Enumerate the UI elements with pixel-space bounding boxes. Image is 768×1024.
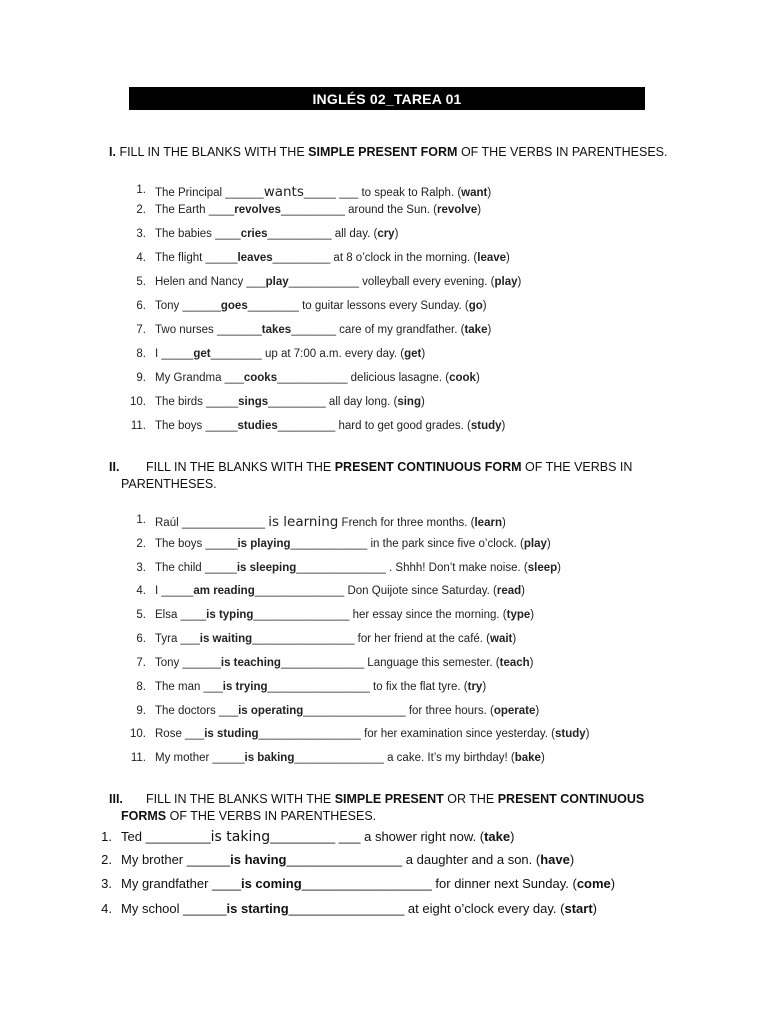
item-text-after: ________________ a daughter and a son. ( [286, 852, 541, 867]
item-text-before: Rose ___ [155, 728, 205, 740]
exercise-item [130, 420, 506, 432]
item-answer: wants [263, 184, 304, 200]
section-2-instruction [109, 459, 632, 476]
item-number: 7. [136, 324, 146, 336]
exercise-item [136, 252, 510, 264]
item-text-after: ______________ a cake. It’s my birthday! ( [294, 752, 515, 764]
item-text-before: The flight _____ [155, 252, 238, 264]
item-number: 9. [136, 705, 146, 717]
item-verb: sing [397, 396, 421, 408]
item-answer: is waiting [199, 633, 253, 645]
item-text-after: _________ at 8 o’clock in the morning. ( [272, 252, 478, 264]
item-close: ) [512, 633, 517, 645]
item-verb: take [484, 829, 511, 844]
item-text-after: ________ up at 7:00 a.m. every day. ( [210, 348, 405, 360]
item-text-before: Helen and Nancy ___ [155, 276, 266, 288]
exercise-item [136, 348, 426, 360]
item-close: ) [529, 657, 534, 669]
item-text-after: __________________ for dinner next Sunday. ( [301, 876, 577, 891]
exercise-item [136, 538, 551, 550]
worksheet-title: INGLÉS 02_TAREA 01 [129, 87, 645, 110]
item-answer: is baking [244, 752, 295, 764]
item-verb: type [506, 609, 531, 621]
item-answer: get [193, 348, 211, 360]
item-close: ) [610, 876, 616, 891]
item-number: 8. [136, 348, 146, 360]
exercise-item [136, 705, 540, 717]
item-verb: take [464, 324, 488, 336]
item-verb: operate [493, 705, 536, 717]
section-1-pre: FILL IN THE BLANKS WITH THE [119, 145, 309, 159]
item-answer: is coming [240, 876, 302, 891]
item-text-after: _____________ Language this semester. ( [280, 657, 500, 669]
item-answer: sings [238, 396, 269, 408]
item-text-before: The boys _____ [155, 420, 238, 432]
item-verb: study [470, 420, 502, 432]
item-verb: study [554, 728, 586, 740]
exercise-item [101, 901, 598, 916]
item-close: ) [501, 420, 506, 432]
item-answer: cooks [243, 372, 278, 384]
exercise-item [136, 276, 522, 288]
item-verb: try [467, 681, 483, 693]
exercise-item [101, 876, 616, 891]
exercise-item [136, 633, 517, 645]
item-answer: is playing [237, 538, 291, 550]
item-text-before: My Grandma ___ [155, 372, 244, 384]
item-number: 5. [136, 609, 146, 621]
item-verb: revolve [437, 204, 478, 216]
item-verb: read [496, 585, 522, 597]
section-1-instruction [109, 144, 667, 161]
item-answer: cries [240, 228, 268, 240]
item-number: 6. [136, 633, 146, 645]
item-number: 9. [136, 372, 146, 384]
section-3-instruction-line2 [121, 808, 376, 825]
item-text-after: ________________ for three hours. ( [303, 705, 494, 717]
item-number: 11. [130, 420, 146, 432]
item-text-before: Elsa ____ [155, 609, 207, 621]
item-text-before: The Principal ______ [155, 187, 264, 199]
item-close: ) [569, 852, 575, 867]
section-3-mid: OR THE [443, 792, 498, 806]
exercise-item [136, 562, 561, 574]
item-number: 5. [136, 276, 146, 288]
item-answer: takes [261, 324, 292, 336]
item-verb: play [523, 538, 547, 550]
item-answer: is sleeping [236, 562, 297, 574]
item-close: ) [585, 728, 590, 740]
item-verb: get [404, 348, 422, 360]
item-close: ) [592, 901, 598, 916]
exercise-item [136, 372, 480, 384]
item-text-after: _________ hard to get good grades. ( [277, 420, 471, 432]
item-text-before: The man ___ [155, 681, 223, 693]
exercise-item [136, 681, 487, 693]
item-close: ) [521, 585, 525, 597]
item-text-before: Tyra ___ [155, 633, 200, 645]
item-text-after: __________ all day. ( [267, 228, 378, 240]
exercise-item [136, 228, 399, 240]
item-verb: wait [490, 633, 513, 645]
item-verb: teach [499, 657, 530, 669]
item-number: 4. [101, 901, 112, 916]
item-verb: bake [514, 752, 541, 764]
item-close: ) [420, 396, 425, 408]
exercise-item [136, 184, 492, 200]
item-close: ) [557, 562, 561, 574]
item-number: 1. [136, 184, 146, 196]
item-answer: revolves [234, 204, 281, 216]
item-number: 1. [136, 514, 146, 526]
item-text-before: The birds _____ [155, 396, 239, 408]
item-number: 4. [136, 585, 146, 597]
item-close: ) [477, 204, 482, 216]
item-number: 2. [136, 204, 146, 216]
item-verb: come [576, 876, 611, 891]
section-1-post: OF THE VERBS IN PARENTHESES. [457, 145, 668, 159]
item-answer: leaves [237, 252, 273, 264]
item-text-after: _____ ___ to speak to Ralph. ( [303, 187, 462, 199]
item-answer: studies [237, 420, 278, 432]
exercise-item [130, 752, 545, 764]
section-2-post: OF THE VERBS IN [521, 460, 633, 474]
item-answer: is operating [238, 705, 304, 717]
section-1-numeral: I. [109, 145, 116, 159]
item-answer: is trying [222, 681, 268, 693]
item-verb: cook [449, 372, 476, 384]
exercise-item [136, 585, 525, 597]
item-text-before: Raúl _____________ [155, 517, 269, 529]
item-close: ) [482, 300, 487, 312]
item-text-before: My school ______ [121, 901, 227, 916]
item-answer: is teaching [220, 657, 281, 669]
item-number: 1. [101, 829, 112, 844]
item-text-after: ____________ in the park since five o’clock. ( [290, 538, 524, 550]
item-number: 4. [136, 252, 146, 264]
section-1-bold: SIMPLE PRESENT FORM [308, 145, 458, 159]
item-answer: is starting [226, 901, 289, 916]
item-text-before: The Earth ____ [155, 204, 235, 216]
item-number: 7. [136, 657, 146, 669]
section-2-bold: PRESENT CONTINUOUS FORM [334, 460, 522, 474]
item-text-after: ________________ to fix the flat tyre. ( [267, 681, 468, 693]
item-number: 11. [130, 752, 146, 764]
item-text-after: _______ care of my grandfather. ( [291, 324, 465, 336]
item-verb: leave [477, 252, 507, 264]
item-close: ) [506, 252, 510, 264]
item-text-after: ______________ Don Quijote since Saturday. ( [254, 585, 497, 597]
exercise-item [101, 852, 575, 867]
item-answer: am reading [193, 585, 255, 597]
item-close: ) [487, 187, 492, 199]
item-number: 2. [101, 852, 112, 867]
item-text-before: The doctors ___ [155, 705, 239, 717]
item-number: 3. [136, 228, 146, 240]
item-text-after: __________ around the Sun. ( [280, 204, 437, 216]
item-answer: is taking [210, 829, 271, 845]
item-text-after: _________ ___ a shower right now. ( [270, 829, 485, 844]
section-2-numeral: II. [109, 460, 120, 474]
exercise-item [130, 728, 590, 740]
item-verb: start [564, 901, 593, 916]
item-text-after: ___________ delicious lasagne. ( [277, 372, 450, 384]
item-close: ) [540, 752, 545, 764]
item-answer: is typing [206, 609, 254, 621]
item-text-before: The boys _____ [155, 538, 238, 550]
item-close: ) [517, 276, 522, 288]
item-text-before: My grandfather ____ [121, 876, 241, 891]
item-number: 3. [136, 562, 146, 574]
item-text-after: ________________ for her examination since yesterday. ( [258, 728, 555, 740]
item-close: ) [501, 517, 506, 529]
exercise-item [136, 609, 535, 621]
section-3-bold-1: SIMPLE PRESENT [334, 792, 444, 806]
item-verb: play [494, 276, 518, 288]
item-text-before: Two nurses _______ [155, 324, 262, 336]
item-answer: goes [220, 300, 248, 312]
section-3-instruction [109, 791, 644, 808]
section-2-pre: FILL IN THE BLANKS WITH THE [146, 460, 335, 474]
item-close: ) [475, 372, 480, 384]
item-verb: have [540, 852, 570, 867]
section-3-pre: FILL IN THE BLANKS WITH THE [146, 792, 335, 806]
item-number: 8. [136, 681, 146, 693]
item-answer: is studing [204, 728, 259, 740]
item-text-after: ________ to guitar lessons every Sunday. ( [247, 300, 469, 312]
exercise-item [136, 324, 492, 336]
exercise-item [136, 514, 506, 530]
item-close: ) [482, 681, 487, 693]
item-answer: is learning [268, 514, 339, 530]
item-close: ) [487, 324, 492, 336]
item-text-after: _______________ her essay since the morning. ( [253, 609, 507, 621]
item-text-before: The child _____ [155, 562, 237, 574]
item-text-after: ________________ for her friend at the café. ( [252, 633, 491, 645]
item-number: 6. [136, 300, 146, 312]
item-text-before: I _____ [155, 348, 194, 360]
item-text-after: ___________ volleyball every evening. ( [288, 276, 495, 288]
item-text-before: Tony ______ [155, 300, 221, 312]
item-text-after: French for three months. ( [338, 517, 475, 529]
item-close: ) [394, 228, 399, 240]
item-text-after: ______________ . Shhh! Don’t make noise. ( [296, 562, 528, 574]
item-verb: want [461, 187, 488, 199]
exercise-item [136, 204, 482, 216]
item-answer: is having [230, 852, 287, 867]
exercise-item [136, 300, 487, 312]
section-3-bold-2: PRESENT CONTINUOUS [497, 792, 645, 806]
section-3-numeral: III. [109, 792, 123, 806]
item-text-before: Tony ______ [155, 657, 221, 669]
item-close: ) [535, 705, 540, 717]
item-number: 10. [130, 396, 146, 408]
item-text-before: I _____ [155, 585, 194, 597]
exercise-item [130, 396, 425, 408]
item-text-after: _________ all day long. ( [268, 396, 398, 408]
item-close: ) [530, 609, 535, 621]
item-close: ) [546, 538, 551, 550]
exercise-item [101, 829, 515, 845]
section-3-line2-post: OF THE VERBS IN PARENTHESES. [166, 809, 377, 823]
exercise-item [136, 657, 534, 669]
item-verb: go [468, 300, 483, 312]
item-text-after: ________________ at eight o’clock every day. ( [288, 901, 565, 916]
item-close: ) [421, 348, 426, 360]
item-close: ) [510, 829, 515, 844]
section-3-line2-bold: FORMS [121, 809, 167, 823]
item-number: 2. [136, 538, 146, 550]
item-text-before: My brother ______ [121, 852, 231, 867]
item-number: 10. [130, 728, 146, 740]
item-answer: play [265, 276, 289, 288]
item-number: 3. [101, 876, 112, 891]
item-text-before: Ted _________ [121, 829, 211, 844]
item-verb: learn [474, 517, 502, 529]
item-text-before: My mother _____ [155, 752, 245, 764]
item-verb: sleep [527, 562, 558, 574]
item-text-before: The babies ____ [155, 228, 241, 240]
section-2-instruction-line2: PARENTHESES. [121, 477, 217, 491]
item-verb: cry [377, 228, 395, 240]
